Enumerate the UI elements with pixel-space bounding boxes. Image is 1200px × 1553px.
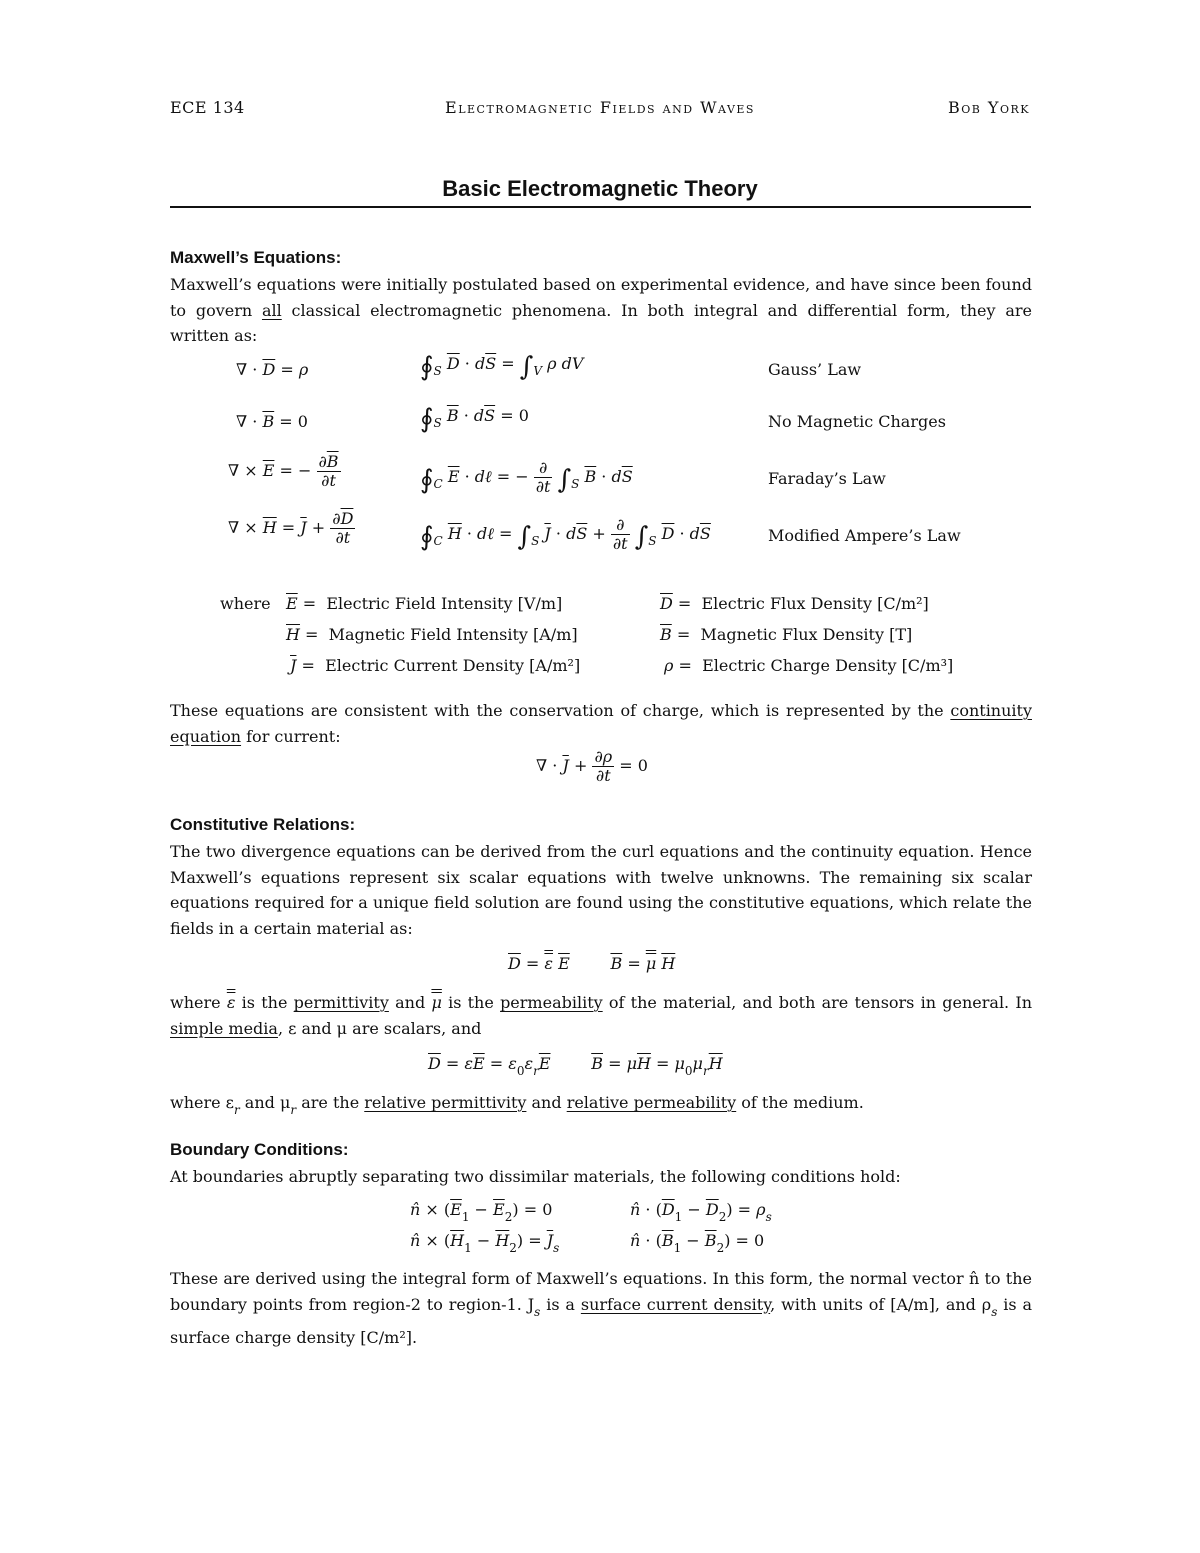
boundary-text-4: is a surface charge density [C/m²].: [170, 1294, 1033, 1347]
continuity-equation: ∇ · $\overline{J}$ + $\frac{\partial\rho}{\partial t}$ = 0: [536, 747, 648, 785]
definition-row: $\overline{J}$ = Electric Current Density [A/m²]: [290, 656, 581, 675]
nomag-differential: ∇ · $\overline{B} = 0$: [236, 412, 308, 431]
def-symbol-d: $\overline{D}$: [660, 594, 673, 613]
boundary-text-2: is a: [540, 1294, 581, 1314]
def-text-rho: Electric Charge Density [C/m³]: [702, 656, 954, 675]
course-author: Bob York: [947, 98, 1030, 117]
tensor-text-3: and: [388, 993, 432, 1012]
tensor-text-4: is the: [441, 993, 501, 1012]
constitutive-paragraph: The two divergence equations can be derived from the curl equations and the continuity equation. Hence Maxwell’s equations represent six scalar equations with twelve unknowns. The remaining six scalar equations required for a unique field solution are found using the constitutive equations, which relate the fields in a certain material as:: [170, 842, 1032, 938]
def-symbol-rho: ρ: [664, 656, 674, 675]
course-code: ECE 134: [170, 98, 245, 117]
law-ampere: Modified Ampere’s Law: [768, 526, 961, 545]
term-permeability: permeability: [500, 993, 603, 1012]
nomag-integral: $∮_S$ $\overline{B} \cdot d\overline{S} = 0$: [420, 404, 529, 434]
relative-paragraph: where $\varepsilon_r$ and $\mu_r$ are the relative permittivity and relative permeability of the medium.: [170, 1093, 864, 1117]
boundary-eq-e: n̂ × $(\overline{E}_1 - \overline{E}_2) = 0$: [410, 1200, 553, 1224]
where-label: where: [220, 594, 271, 613]
def-symbol-b: $\overline{B}$: [660, 625, 672, 644]
simple-media-eqs: $\overline{D} = \varepsilon\overline{E} = \varepsilon_0\varepsilon_r\overline{E}$ $\overline{B} = \mu\overline{H} = \mu_0\mu_r\overline{H}$: [428, 1054, 723, 1078]
definition-row: $\overline{D}$ = Electric Flux Density [C/m²]: [660, 594, 929, 613]
def-symbol-j: $\overline{J}$: [290, 656, 297, 675]
ampere-differential: ∇ × $\overline{H} = \overline{J}$ + $\frac{\partial\overline{D}}{\partial t}$: [228, 509, 354, 547]
boundary-heading: Boundary Conditions:: [170, 1140, 349, 1159]
law-no-magnetic-charges: No Magnetic Charges: [768, 412, 946, 431]
def-text-b: Magnetic Flux Density [T]: [700, 625, 913, 644]
term-relative-permeability: relative permeability: [566, 1093, 737, 1112]
relative-text-5: of the medium.: [736, 1093, 864, 1112]
constitutive-heading: Constitutive Relations:: [170, 815, 356, 834]
definition-row: ρ = Electric Charge Density [C/m³]: [664, 656, 954, 675]
page-title: Basic Electromagnetic Theory: [442, 176, 758, 201]
boundary-eq-h: n̂ × $(\overline{H}_1 - \overline{H}_2) = \overline{J}_s$: [410, 1231, 560, 1255]
boundary-paragraph: These are derived using the integral form of Maxwell’s equations. In this form, the normal vector n̂ to the boundary points from region-2 to region-1. $J_s$ is a surface current density, with units of [A/m], and $\rho_s$ is a surface charge density [C/m²].: [170, 1269, 1033, 1347]
faraday-differential: ∇ × $\overline{E}$ = − $\frac{\partial\overline{B}}{\partial t}$: [228, 452, 339, 490]
term-surface-current-density: surface current density: [580, 1294, 771, 1314]
boundary-intro: At boundaries abruptly separating two dissimilar materials, the following conditions hold:: [170, 1167, 901, 1186]
def-text-h: Magnetic Field Intensity [A/m]: [328, 625, 578, 644]
tensor-text-1: where: [170, 993, 227, 1012]
tensor-text-2: is the: [235, 993, 294, 1012]
faraday-integral: $∮_C$ $\overline{E}$ · dℓ = − $\frac{\partial}{\partial t}$ $\int_S$ $\overline{B} \cdot d\overline{S}$: [420, 458, 633, 496]
running-header: [170, 98, 1030, 122]
tensor-text-5: of the material, and both are tensors in general. In: [602, 993, 1033, 1012]
maxwell-intro-text-2: classical electromagnetic phenomena. In both integral and differential form, they are written as:: [170, 300, 1032, 345]
maxwell-intro-all: all: [261, 300, 282, 320]
def-symbol-e: $\overline{E}$: [286, 594, 298, 613]
boundary-eq-b: n̂ · $(\overline{B}_1 - \overline{B}_2) = 0$: [630, 1231, 765, 1255]
law-gauss: Gauss’ Law: [768, 360, 862, 379]
relative-text-4: and: [526, 1093, 567, 1112]
title-divider: [170, 206, 1031, 208]
continuity-text-2: for current:: [241, 726, 341, 746]
def-text-e: Electric Field Intensity [V/m]: [326, 594, 563, 613]
relative-text-3: are the: [296, 1093, 365, 1112]
maxwell-heading: Maxwell’s Equations:: [170, 248, 342, 267]
term-relative-permittivity: relative permittivity: [364, 1093, 527, 1112]
definition-row: $\overline{H}$ = Magnetic Field Intensity [A/m]: [286, 625, 578, 644]
tensor-paragraph: where ε is the permittivity and μ is the permeability of the material, and both are tensors in general. In simple media, ε and μ are scalars, and: [170, 993, 1033, 1038]
continuity-paragraph: [170, 698, 1032, 749]
tensor-text-6: , ε and μ are scalars, and: [277, 1018, 482, 1038]
definition-row: $\overline{B}$ = Magnetic Flux Density [T]: [660, 625, 913, 644]
relative-text-2: and μ: [239, 1093, 291, 1112]
term-simple-media: simple media: [170, 1018, 278, 1038]
course-subject: Electromagnetic Fields and Waves: [445, 98, 755, 117]
maxwell-intro: [170, 272, 1032, 349]
definition-row: $\overline{E}$ = Electric Field Intensity [V/m]: [286, 594, 563, 613]
gauss-differential: ∇ · $\overline{D} = \rho$: [236, 360, 309, 379]
def-symbol-h: $\overline{H}$: [286, 625, 300, 644]
continuity-term: continuity equation: [170, 701, 1032, 746]
def-text-d: Electric Flux Density [C/m²]: [701, 594, 929, 613]
term-permittivity: permittivity: [293, 993, 389, 1012]
boundary-eq-d: n̂ · $(\overline{D}_1 - \overline{D}_2) = \rho_s$: [630, 1200, 772, 1224]
boundary-text-3: , with units of [A/m], and ρ: [770, 1294, 992, 1314]
constitutive-tensor-eqs: $\overline{D} = \varepsilon$ $\overline{E}$ $\overline{B} = \mu$ $\overline{H}$: [508, 954, 676, 973]
gauss-integral: $∮_S$ $\overline{D} \cdot d\overline{S} = \int_V$ ρ dV: [420, 352, 584, 382]
law-faraday: Faraday’s Law: [768, 469, 886, 488]
boundary-text-1: These are derived using the integral form of Maxwell’s equations. In this form, the normal vector n̂ to the boundary points from region-2 to region-1. J: [170, 1269, 1032, 1314]
relative-text-1: where ε: [170, 1093, 234, 1112]
def-text-j: Electric Current Density [A/m²]: [325, 656, 581, 675]
ampere-integral: $∮_C$ $\overline{H}$ · dℓ = $\int_S$ $\overline{J} \cdot d\overline{S}$ + $\frac{\partial}{\partial t}$ $\int_S$ $\overline{D} \cdot d\overline{S}$: [420, 515, 711, 553]
maxwell-intro-text-1: Maxwell’s equations were initially postulated based on experimental evidence, and have since been found to govern: [170, 275, 1032, 320]
continuity-text-1: These equations are consistent with the conservation of charge, which is represented by the: [170, 701, 951, 720]
